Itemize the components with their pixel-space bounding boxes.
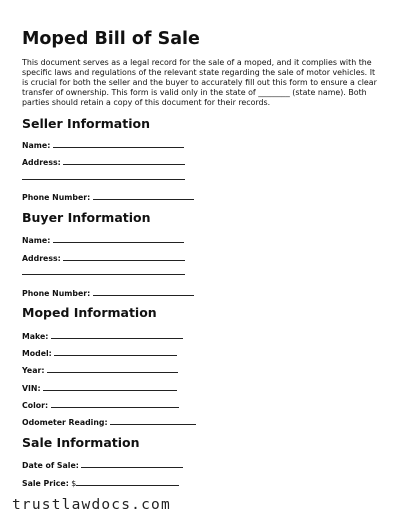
sale-date-field[interactable] — [22, 459, 183, 471]
moped-model-field[interactable] — [22, 347, 177, 359]
sale-price-line[interactable] — [76, 477, 179, 486]
buyer-address-field[interactable] — [22, 252, 185, 264]
seller-phone-field[interactable] — [22, 191, 194, 203]
moped-odometer-label: Odometer Reading: — [22, 418, 108, 427]
moped-model-line[interactable] — [54, 347, 177, 356]
document-page — [22, 28, 384, 488]
seller-name-line[interactable] — [53, 139, 184, 148]
sale-price-field[interactable] — [22, 477, 179, 489]
seller-name-field[interactable] — [22, 139, 184, 151]
moped-vin-line[interactable] — [43, 382, 177, 391]
intro-paragraph: This document serves as a legal record for the sale of a moped, and it complies with the specific laws and regulations of the relevant state regarding the sale of motor vehicles. It is crucial for both the seller and the buyer to accurately fill out this form to ensure a clear transfer of ownership. This form is valid only in the state of ________ (state name). Both parties should retain a copy of this document for their records. — [22, 58, 377, 108]
sale-date-line[interactable] — [81, 459, 183, 468]
moped-color-field[interactable] — [22, 399, 179, 411]
moped-odometer-field[interactable] — [22, 416, 196, 428]
seller-address-line[interactable] — [63, 156, 185, 165]
seller-address-line-2[interactable] — [22, 179, 185, 180]
moped-vin-label: VIN: — [22, 384, 41, 393]
moped-vin-field[interactable] — [22, 382, 177, 394]
moped-color-label: Color: — [22, 401, 49, 410]
buyer-name-line[interactable] — [53, 234, 184, 243]
buyer-address-line[interactable] — [63, 252, 185, 261]
moped-odometer-line[interactable] — [110, 416, 196, 425]
moped-make-label: Make: — [22, 332, 49, 341]
document-title: Moped Bill of Sale — [22, 29, 200, 49]
moped-heading: Moped Information — [22, 305, 157, 320]
seller-name-label: Name: — [22, 141, 51, 150]
seller-phone-line[interactable] — [93, 191, 194, 200]
buyer-phone-label: Phone Number: — [22, 289, 91, 298]
sale-date-label: Date of Sale: — [22, 461, 79, 470]
sale-price-currency: $ — [71, 479, 77, 488]
buyer-address-line-2[interactable] — [22, 274, 185, 275]
buyer-name-field[interactable] — [22, 234, 184, 246]
moped-make-field[interactable] — [22, 330, 183, 342]
seller-address-field[interactable] — [22, 156, 185, 168]
moped-year-field[interactable] — [22, 364, 178, 376]
seller-heading: Seller Information — [22, 116, 150, 131]
seller-phone-label: Phone Number: — [22, 193, 91, 202]
moped-model-label: Model: — [22, 349, 52, 358]
seller-address-label: Address: — [22, 158, 61, 167]
moped-color-line[interactable] — [51, 399, 179, 408]
watermark-footer: trustlawdocs.com — [12, 497, 171, 513]
sale-heading: Sale Information — [22, 435, 140, 450]
buyer-phone-field[interactable] — [22, 287, 194, 299]
buyer-address-label: Address: — [22, 254, 61, 263]
moped-make-line[interactable] — [51, 330, 183, 339]
moped-year-line[interactable] — [47, 364, 178, 373]
buyer-name-label: Name: — [22, 236, 51, 245]
buyer-heading: Buyer Information — [22, 210, 151, 225]
buyer-phone-line[interactable] — [93, 287, 194, 296]
moped-year-label: Year: — [22, 366, 45, 375]
sale-price-label: Sale Price: — [22, 479, 69, 488]
